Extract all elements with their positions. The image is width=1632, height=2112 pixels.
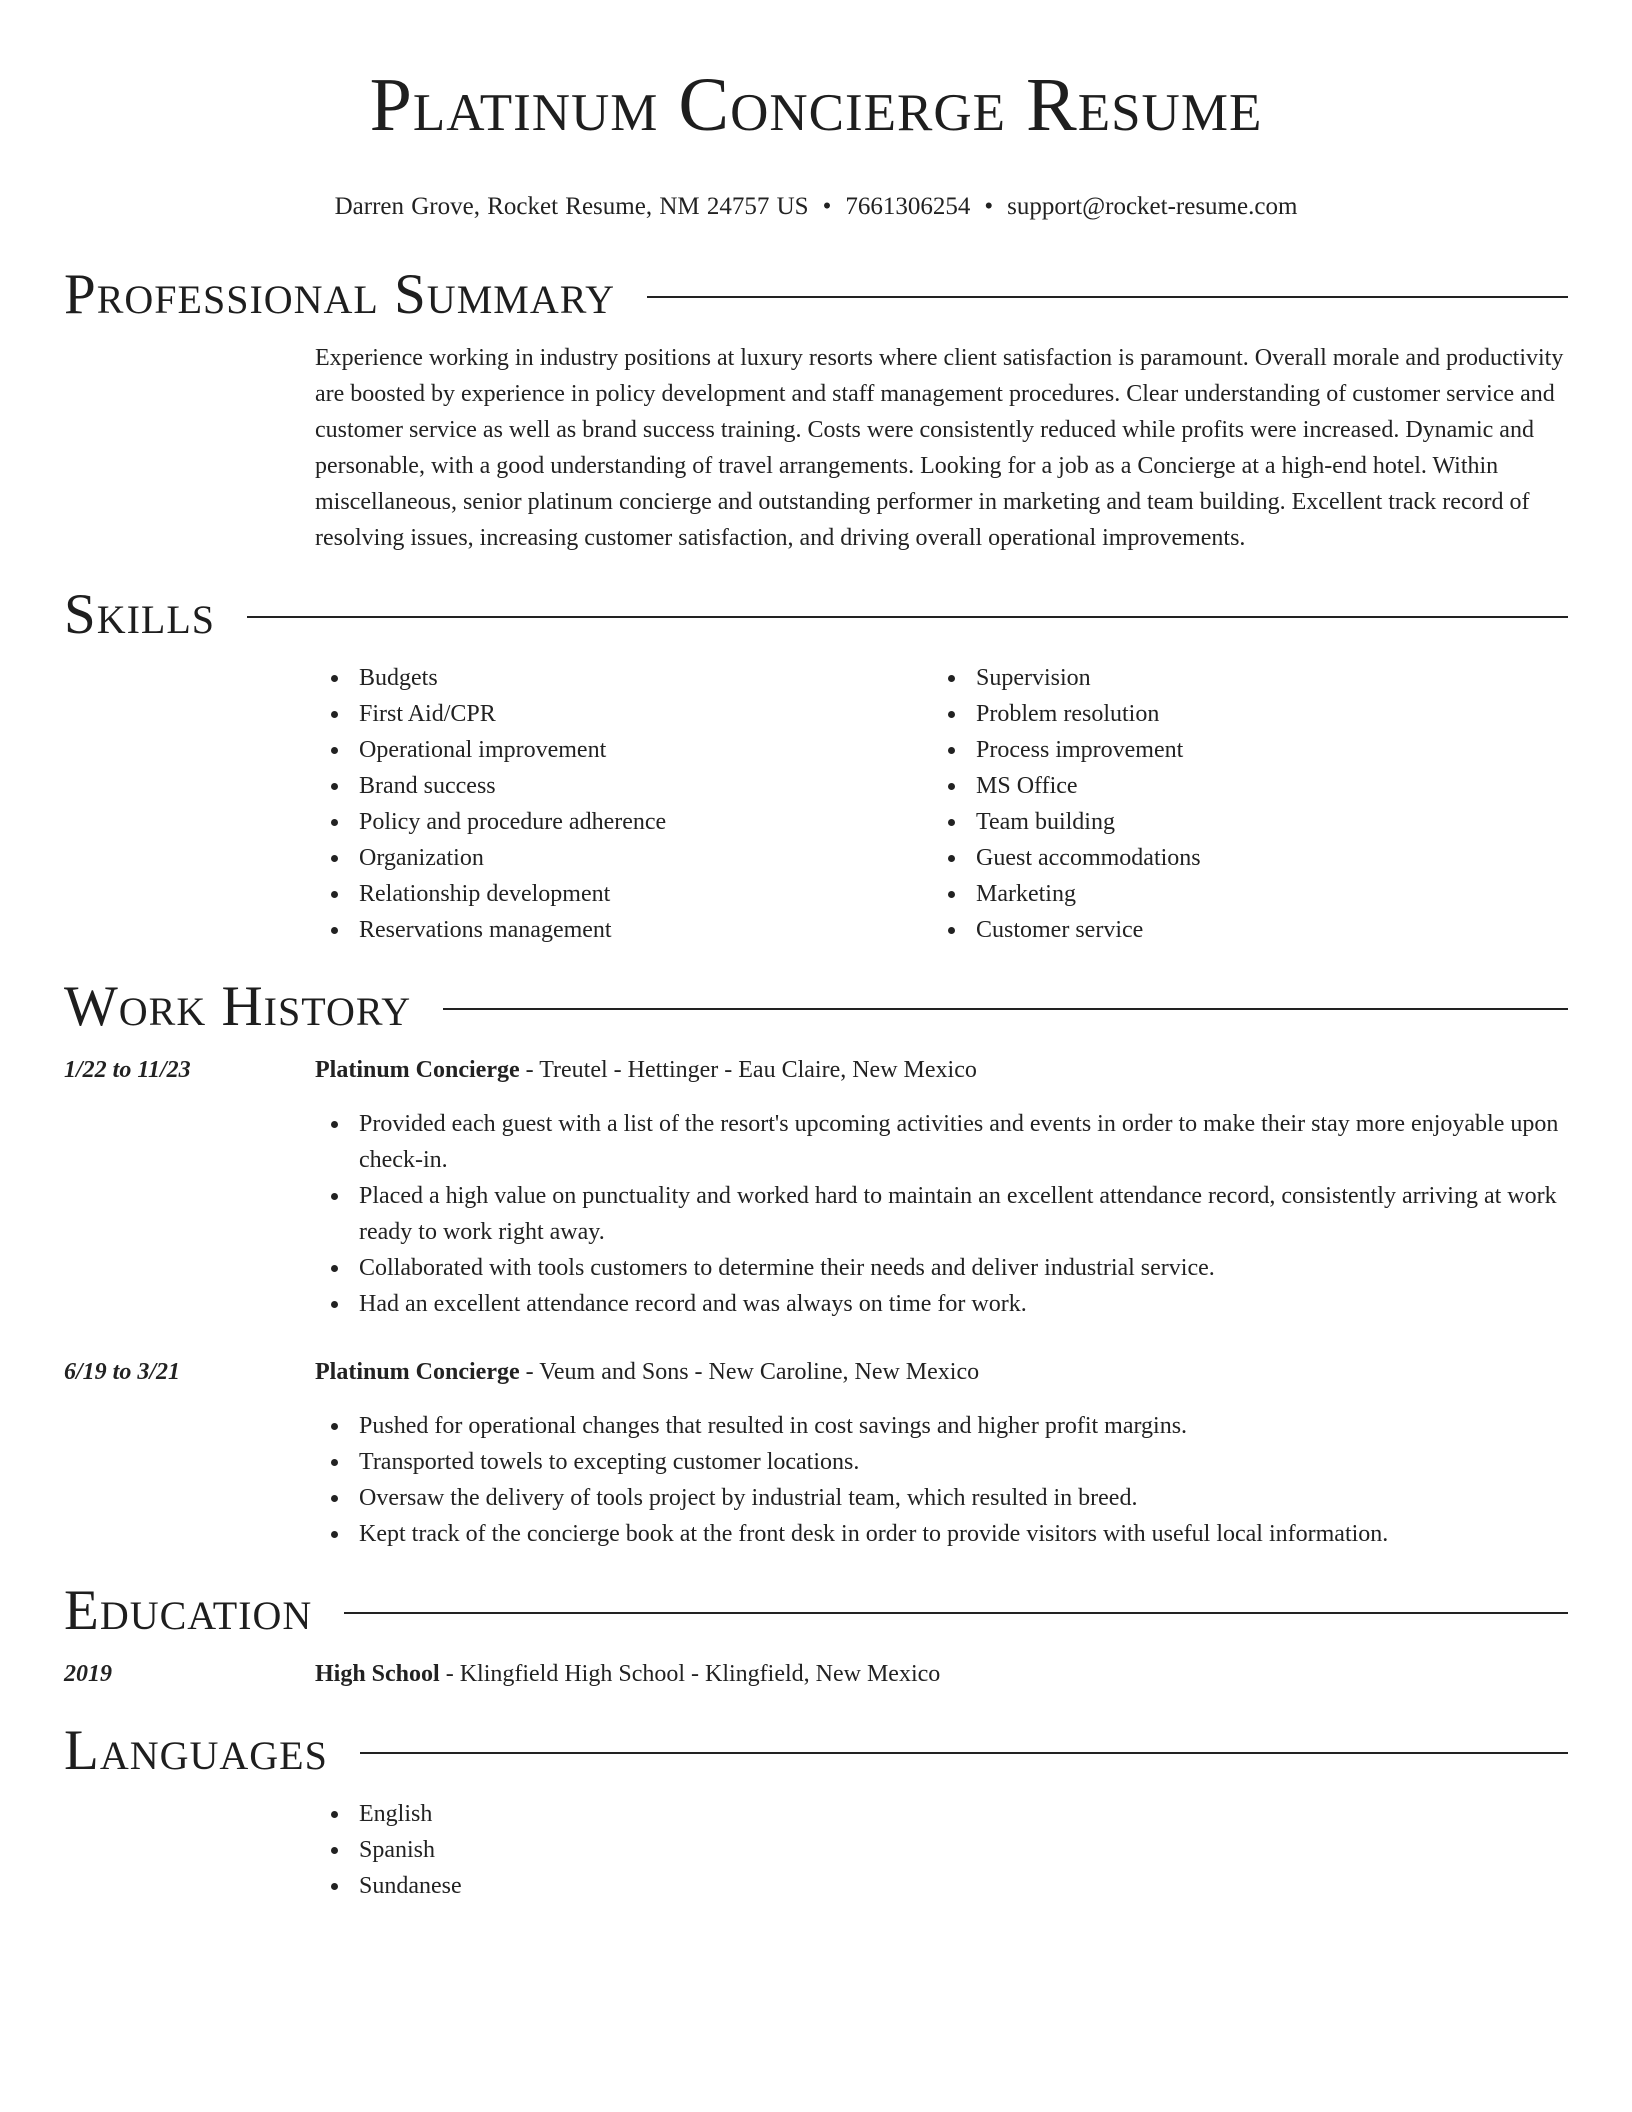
- work-dates: 1/22 to 11/23: [64, 1057, 191, 1083]
- summary-heading: Professional Summary: [64, 263, 616, 326]
- work-entry: [64, 1052, 1568, 1322]
- skill-item: Marketing: [932, 876, 1549, 912]
- work-bullets: [315, 1408, 1568, 1552]
- skill-item: Supervision: [932, 660, 1549, 696]
- language-item: Sundanese: [315, 1868, 1568, 1904]
- work-bullet: Placed a high value on punctuality and worked hard to maintain an excellent attendance record, consistently arriving at work ready to work right away.: [315, 1178, 1568, 1250]
- section-divider: [647, 296, 1568, 298]
- contact-separator: •: [822, 193, 832, 220]
- skills-heading: Skills: [64, 583, 216, 646]
- work-entry-header: [64, 1354, 1568, 1390]
- resume-page: [64, 0, 1568, 1904]
- summary-section: [315, 340, 1568, 556]
- work-entry: [64, 1354, 1568, 1552]
- resume-title: Platinum Concierge Resume: [369, 63, 1263, 147]
- skills-list-left: [315, 660, 932, 948]
- education-year: 2019: [64, 1661, 112, 1687]
- education-degree: High School: [315, 1661, 440, 1687]
- skill-item: Customer service: [932, 912, 1549, 948]
- work-bullet: Provided each guest with a list of the resort's upcoming activities and events in order to make their stay more enjoyable upon check-in.: [315, 1106, 1568, 1178]
- contact-line: [64, 190, 1568, 224]
- work-dates: 6/19 to 3/21: [64, 1359, 181, 1385]
- skills-list-right: [932, 660, 1549, 948]
- summary-section-header: [64, 262, 1568, 328]
- contact-separator: •: [984, 193, 994, 220]
- language-item: English: [315, 1796, 1568, 1832]
- languages-section-header: [64, 1718, 1568, 1784]
- skill-item: Team building: [932, 804, 1549, 840]
- skill-item: Relationship development: [315, 876, 932, 912]
- job-details: - Treutel - Hettinger - Eau Claire, New Mexico: [519, 1057, 977, 1083]
- contact-email: support@rocket-resume.com: [1007, 193, 1298, 220]
- skill-item: Policy and procedure adherence: [315, 804, 932, 840]
- skill-item: Organization: [315, 840, 932, 876]
- skill-item: Reservations management: [315, 912, 932, 948]
- education-details: - Klingfield High School - Klingfield, New Mexico: [439, 1661, 941, 1687]
- work-section-header: [64, 974, 1568, 1040]
- work-entry-header: [64, 1052, 1568, 1088]
- contact-phone: 7661306254: [845, 193, 971, 220]
- languages-heading: Languages: [64, 1719, 328, 1782]
- skill-item: Process improvement: [932, 732, 1549, 768]
- section-divider: [247, 616, 1568, 618]
- skills-section: [315, 660, 1568, 948]
- skill-item: MS Office: [932, 768, 1549, 804]
- education-degree-line: [315, 1656, 940, 1692]
- work-bullet: Transported towels to excepting customer locations.: [315, 1444, 1568, 1480]
- skill-item: Problem resolution: [932, 696, 1549, 732]
- work-bullet: Kept track of the concierge book at the front desk in order to provide visitors with useful local information.: [315, 1516, 1568, 1552]
- work-bullet: Collaborated with tools customers to determine their needs and deliver industrial service.: [315, 1250, 1568, 1286]
- skill-item: First Aid/CPR: [315, 696, 932, 732]
- section-divider: [443, 1008, 1568, 1010]
- job-details: - Veum and Sons - New Caroline, New Mexico: [519, 1359, 980, 1385]
- section-divider: [344, 1612, 1568, 1614]
- work-bullets: [315, 1106, 1568, 1322]
- job-title: Platinum Concierge: [315, 1359, 520, 1385]
- contact-address: Darren Grove, Rocket Resume, NM 24757 US: [334, 193, 809, 220]
- language-item: Spanish: [315, 1832, 1568, 1868]
- skills-section-header: [64, 582, 1568, 648]
- skill-item: Brand success: [315, 768, 932, 804]
- education-heading: Education: [64, 1579, 313, 1642]
- work-bullet: Had an excellent attendance record and was always on time for work.: [315, 1286, 1568, 1322]
- education-section-header: [64, 1578, 1568, 1644]
- work-heading: Work History: [64, 975, 412, 1038]
- work-role: [315, 1052, 977, 1088]
- skill-item: Operational improvement: [315, 732, 932, 768]
- work-bullet: Pushed for operational changes that resulted in cost savings and higher profit margins.: [315, 1408, 1568, 1444]
- section-divider: [360, 1752, 1568, 1754]
- skill-item: Budgets: [315, 660, 932, 696]
- work-bullet: Oversaw the delivery of tools project by industrial team, which resulted in breed.: [315, 1480, 1568, 1516]
- education-entry: [64, 1656, 1568, 1692]
- work-role: [315, 1354, 979, 1390]
- job-title: Platinum Concierge: [315, 1057, 520, 1083]
- languages-list: [315, 1796, 1568, 1904]
- skill-item: Guest accommodations: [932, 840, 1549, 876]
- summary-text: Experience working in industry positions at luxury resorts where client satisfaction is paramount. Overall morale and productivity are boosted by experience in policy development and staff management procedures. Clear understanding of customer service and customer service as well as brand success training. Costs were consistently reduced while profits were increased. Dynamic and personable, with a good understanding of travel arrangements. Looking for a job as a Concierge at a high-end hotel. Within miscellaneous, senior platinum concierge and outstanding performer in marketing and team building. Excellent track record of resolving issues, increasing customer satisfaction, and driving overall operational improvements.: [315, 345, 1564, 551]
